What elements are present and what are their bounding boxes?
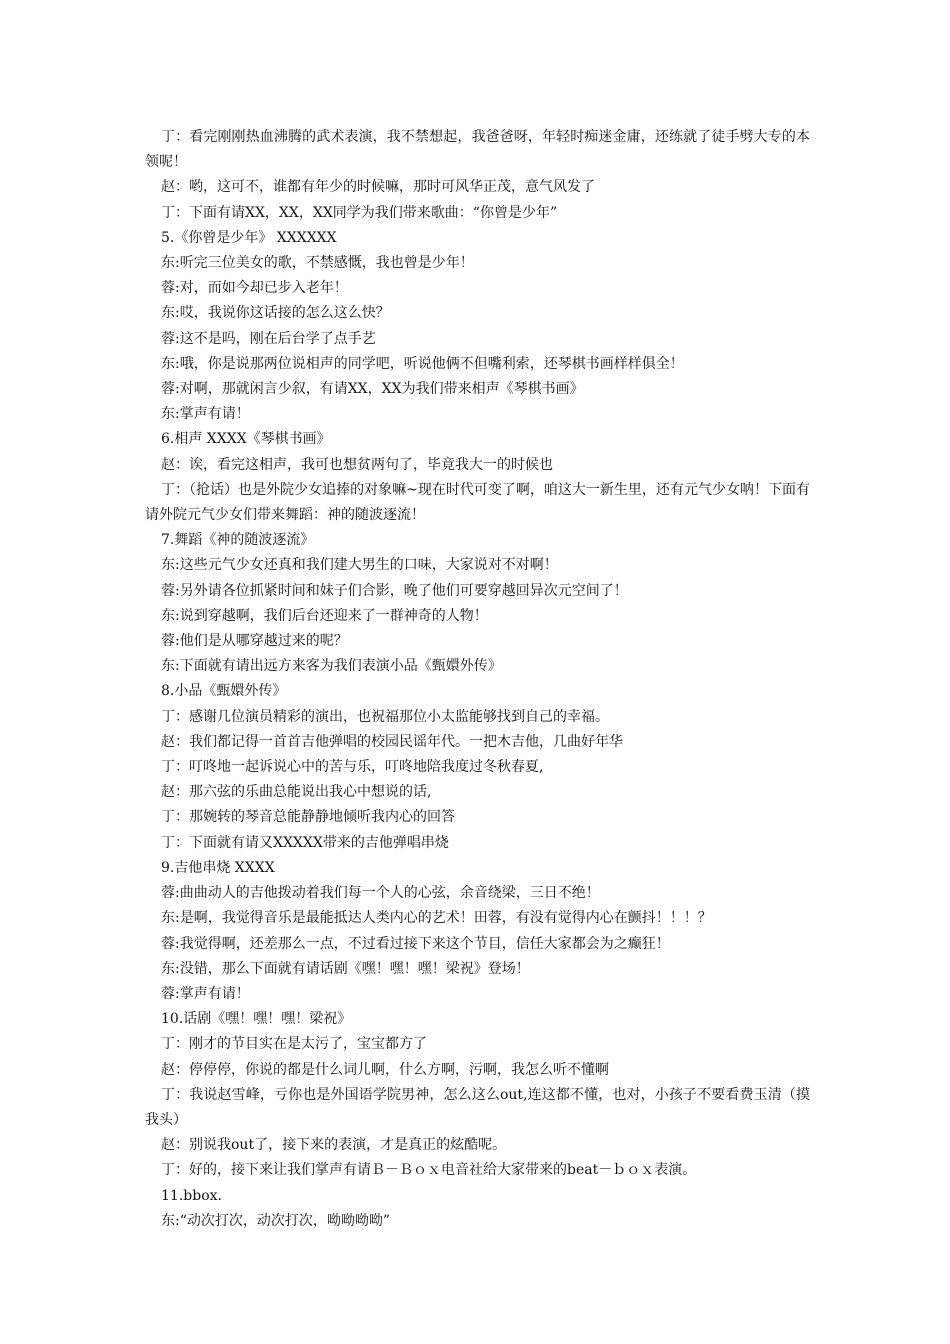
script-line: 赵：停停停，你说的都是什么词儿啊，什么方啊，污啊，我怎么听不懂啊 xyxy=(161,1061,609,1078)
script-line: 丁：好的，接下来让我们掌声有请Ｂ－Ｂｏｘ电音社给大家带来的beat－ｂｏｘ表演。 xyxy=(161,1162,697,1179)
script-line: 丁：感谢几位演员精彩的演出，也祝福那位小太监能够找到自己的幸福。 xyxy=(161,708,609,725)
script-line: 丁：叮咚地一起诉说心中的苦与乐，叮咚地陪我度过冬秋春夏, xyxy=(161,759,544,776)
script-line: 蓉:曲曲动人的吉他拨动着我们每一个人的心弦，余音绕梁，三日不绝！ xyxy=(161,885,600,902)
program-heading: 8.小品《甄嬛外传》 xyxy=(161,683,287,700)
program-heading: 7.舞蹈《神的随波逐流》 xyxy=(161,532,315,549)
script-line: 丁：（抢话）也是外院少女追捧的对象嘛~现在时代可变了啊，咱这大一新生里，还有元气少女呐！下面有请外院元气少女们带来舞蹈：神的随波逐流！ xyxy=(145,481,810,524)
script-line: 蓉:另外请各位抓紧时间和妹子们合影，晚了他们可要穿越回异次元空间了！ xyxy=(161,582,628,599)
script-line: 丁：那婉转的琴音总能静静地倾听我内心的回答 xyxy=(161,809,455,826)
program-heading: 10.话剧《嘿！嘿！嘿！梁祝》 xyxy=(161,1011,352,1028)
script-line: 东:是啊，我觉得音乐是最能抵达人类内心的艺术！田蓉，有没有觉得内心在颤抖！！！？ xyxy=(161,910,712,927)
program-heading: 6.相声 XXXX《琴棋书画》 xyxy=(161,431,331,448)
script-line: 东:掌声有请！ xyxy=(161,406,250,423)
script-line: 东:哦，你是说那两位说相声的同学吧，听说他俩不但嘴利索，还琴棋书画样样俱全！ xyxy=(161,355,684,372)
script-line: 蓉:掌声有请！ xyxy=(161,985,250,1002)
script-line: 丁：下面有请XX，XX，XX同学为我们带来歌曲：“你曾是少年” xyxy=(161,204,558,221)
program-heading: 9.吉他串烧 XXXX xyxy=(161,859,275,876)
script-line: 蓉:这不是吗，刚在后台学了点手艺 xyxy=(161,330,376,347)
script-line: 东:说到穿越啊，我们后台还迎来了一群神奇的人物！ xyxy=(161,607,488,624)
script-line: 蓉:对啊，那就闲言少叙，有请XX，XX为我们带来相声《琴棋书画》 xyxy=(161,381,584,398)
script-line: 赵：我们都记得一首首吉他弹唱的校园民谣年代。一把木吉他，几曲好年华 xyxy=(161,733,623,750)
script-line: 东:哎，我说你这话接的怎么这么快？ xyxy=(161,305,390,322)
script-line: 东:听完三位美女的歌，不禁感慨，我也曾是少年！ xyxy=(161,255,474,272)
script-line: 丁：我说赵雪峰，亏你也是外国语学院男神，怎么这么out,连这都不懂，也对，小孩子不要看费玉清（摸我头） xyxy=(145,1086,810,1128)
program-heading: 11.bbox. xyxy=(161,1187,222,1204)
script-line: 赵：诶，看完这相声，我可也想贫两句了，毕竟我大一的时候也 xyxy=(161,456,553,473)
script-line: 东:下面就有请出远方来客为我们表演小品《甄嬛外传》 xyxy=(161,658,502,675)
script-line: 丁：下面就有请又XXXXX带来的吉他弹唱串烧 xyxy=(161,834,449,851)
document-body xyxy=(145,125,810,1234)
script-line: 赵：那六弦的乐曲总能说出我心中想说的话, xyxy=(161,784,432,801)
program-heading: 5.《你曾是少年》 XXXXXX xyxy=(161,229,337,246)
script-line: 蓉:他们是从哪穿越过来的呢？ xyxy=(161,633,348,650)
script-line: 丁：看完刚刚热血沸腾的武术表演，我不禁想起，我爸爸呀，年轻时痴迷金庸，还练就了徒手劈大专的本领呢！ xyxy=(145,129,810,171)
script-line: 丁：刚才的节目实在是太污了，宝宝都方了 xyxy=(161,1036,427,1053)
script-line: 赵：哟，这可不，谁都有年少的时候嘛，那时可风华正茂，意气风发了 xyxy=(161,179,595,196)
script-line: 蓉:我觉得啊，还差那么一点，不过看过接下来这个节目，信任大家都会为之癫狂！ xyxy=(161,935,670,952)
script-line: 东:“动次打次，动次打次，呦呦呦呦” xyxy=(161,1212,391,1229)
script-line: 赵：别说我out了，接下来的表演，才是真正的炫酷呢。 xyxy=(161,1137,507,1154)
script-line: 东:没错，那么下面就有请话剧《嘿！嘿！嘿！梁祝》登场！ xyxy=(161,960,530,977)
script-line: 东:这些元气少女还真和我们建大男生的口味，大家说对不对啊！ xyxy=(161,557,558,574)
script-line: 蓉:对，而如今却已步入老年！ xyxy=(161,280,348,297)
